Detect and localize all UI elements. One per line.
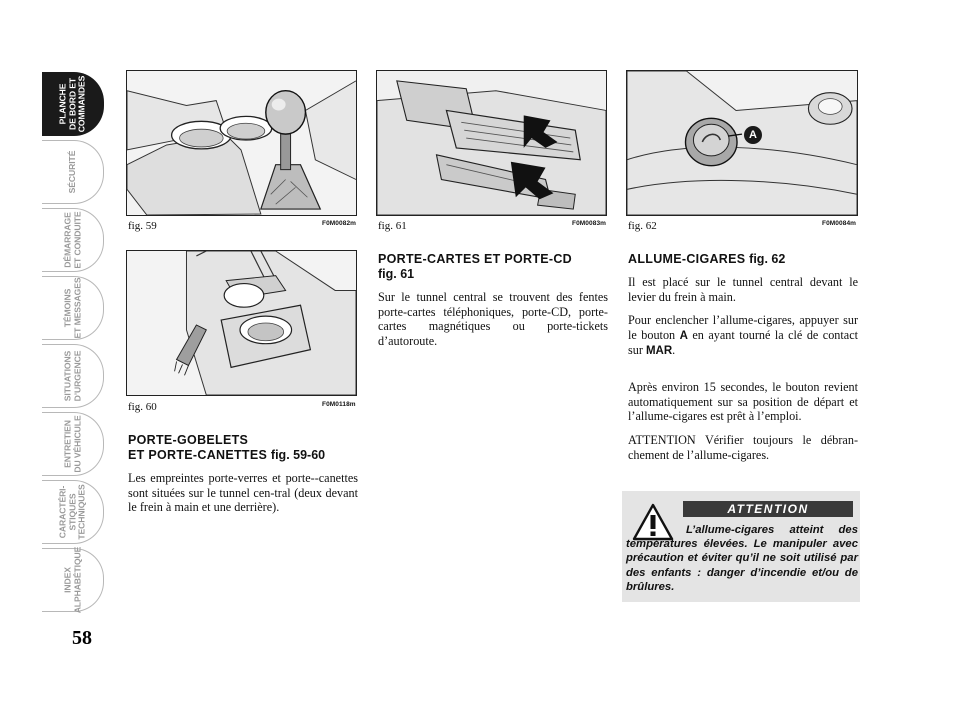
tab-situations-urgence[interactable] [42, 344, 104, 408]
rear-cupholder-illustration [127, 251, 356, 395]
tab-label: SITUATIONS D’URGENCE [61, 350, 82, 402]
cupholders-text: Les empreintes porte-verres et porte--canettes sont situées sur le tunnel cen-tral (deux devant le frein à main et une derrière). [128, 471, 358, 515]
tab-label: DÉMARRAGE ET CONDUITE [61, 211, 82, 269]
tab-planche-de-bord[interactable] [42, 72, 104, 136]
lighter-paragraph-2 [628, 313, 858, 359]
card-holder-illustration [377, 71, 606, 215]
lighter-p2-text-1: Pour enclencher l’allume-cigares, appuyer sur le bouton [628, 313, 858, 342]
figure-code-59: F0M0082m [322, 220, 357, 227]
cupholders-heading-line1: PORTE-GOBELETS [128, 433, 249, 447]
figure-card-holder [376, 70, 607, 216]
cardholders-heading [378, 252, 608, 282]
tab-label: TÉMOINS ET MESSAGES [61, 277, 82, 339]
lighter-paragraph-4: ATTENTION Vérifier toujours le débran-chement de l’allume-cigares. [628, 433, 858, 462]
lighter-heading [628, 252, 858, 267]
warning-title: ATTENTION [683, 501, 853, 517]
warning-text-body: L’allume-cigares atteint des températures élevées. Le manipuler avec précaution et éviter qu’il ne soit utilisé par des enfants : danger d’incendie et/ou de brûlures. [626, 524, 858, 593]
cupholders-heading-line2: ET PORTE-CANETTES [128, 448, 268, 462]
lighter-heading-title: ALLUME-CIGARES [628, 252, 746, 266]
warning-text [626, 523, 858, 594]
lighter-p2-text-2: en ayant tourné la clé de contact sur [628, 327, 858, 358]
figure-caption-61: fig. 61 [378, 220, 407, 232]
lighter-paragraph-3: Après environ 15 secondes, le bouton revient automatiquement sur sa position de départ et l’allume-cigares est prêt à l’emploi. [628, 380, 858, 424]
figure-code-62: F0M0084m [822, 220, 857, 227]
figure-cupholder-gearshift [126, 70, 357, 216]
figure-code-61: F0M0083m [572, 220, 607, 227]
tab-caracteristiques[interactable] [42, 480, 104, 544]
tab-label: INDEX ALPHABÉTIQUE [61, 546, 82, 614]
cupholder-gearshift-illustration [127, 71, 356, 215]
tab-demarrage[interactable] [42, 208, 104, 272]
callout-a-marker: A [744, 126, 762, 144]
tab-temoins[interactable] [42, 276, 104, 340]
warning-box [622, 491, 860, 602]
tab-index[interactable] [42, 548, 104, 612]
tab-label: CARACTÉRI- STIQUES TECHNIQUES [57, 484, 87, 540]
tab-entretien[interactable] [42, 412, 104, 476]
lighter-heading-ref: fig. 62 [749, 252, 786, 266]
mar-ref: MAR [645, 345, 673, 358]
page-number: 58 [72, 627, 92, 649]
cupholders-heading [128, 433, 358, 463]
figure-caption-60: fig. 60 [128, 401, 157, 413]
tab-label: ENTRETIEN DU VÉHICULE [61, 415, 82, 473]
figure-caption-59: fig. 59 [128, 220, 157, 232]
tab-securite[interactable] [42, 140, 104, 204]
cupholders-heading-ref: fig. 59-60 [270, 448, 326, 462]
figure-code-60: F0M0118m [322, 401, 356, 408]
button-a-ref: A [679, 329, 688, 342]
cardholders-heading-ref: fig. 61 [378, 267, 415, 281]
figure-caption-62: fig. 62 [628, 220, 657, 232]
cigar-lighter-illustration [627, 71, 857, 215]
tab-label: SÉCURITÉ [66, 150, 77, 194]
figure-cigar-lighter [626, 70, 858, 216]
figure-rear-cupholder [126, 250, 357, 396]
lighter-paragraph-1: Il est placé sur le tunnel central devant le levier du frein à main. [628, 275, 858, 304]
cardholders-heading-line1: PORTE-CARTES ET PORTE-CD [378, 252, 573, 266]
lighter-p2-text-3: . [672, 343, 676, 358]
cardholders-text: Sur le tunnel central se trouvent des fentes porte-cartes téléphoniques, porte-CD, porte-cartes magnétiques ou porte-tickets d’autoroute. [378, 290, 608, 348]
tab-label: PLANCHE DE BORD ET COMMANDES [57, 75, 87, 133]
